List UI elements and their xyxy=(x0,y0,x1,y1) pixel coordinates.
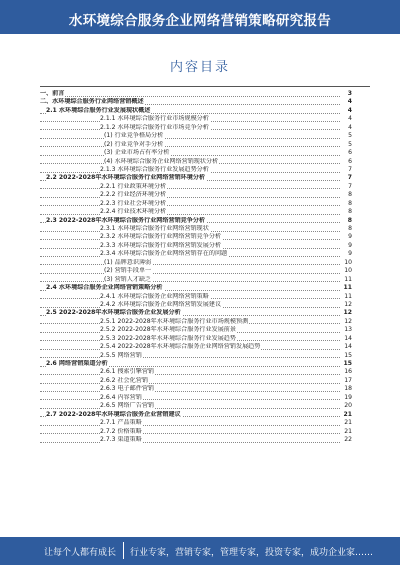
toc-leader-dots xyxy=(40,96,340,97)
footer-divider xyxy=(123,542,124,559)
toc-entry-title: 2.3 2022-2028年水环境综合服务行业网络营销竞争分析 xyxy=(46,216,206,224)
footer-experts-line: 行业专家，营销专家，管理专家，投资专家，成功企业家…… xyxy=(130,548,374,558)
toc-leader-dots xyxy=(40,264,340,265)
toc-entry-title: 2.6.2 社会化营销 xyxy=(100,376,148,384)
toc-leader-dots xyxy=(40,188,340,189)
toc-entry-page: 12 xyxy=(343,309,352,317)
toc-leader-dots xyxy=(40,425,340,426)
toc-entry[interactable] xyxy=(40,428,352,436)
toc-leader-dots xyxy=(40,433,340,434)
table-of-contents xyxy=(40,90,352,444)
toc-entry-page: 18 xyxy=(342,385,352,393)
toc-entry[interactable] xyxy=(40,318,352,326)
toc-entry-title: 2.4.1 水环境综合服务企业网络营销策略 xyxy=(100,292,209,300)
toc-entry-title: 2.6.1 搜索引擎营销 xyxy=(100,368,155,376)
toc-entry-page: 15 xyxy=(342,352,352,360)
toc-entry[interactable] xyxy=(40,377,352,385)
toc-entry[interactable] xyxy=(40,436,352,444)
toc-entry-page: 5 xyxy=(342,141,352,149)
toc-entry[interactable] xyxy=(40,259,352,267)
toc-entry[interactable] xyxy=(40,360,352,368)
toc-entry[interactable] xyxy=(40,217,352,225)
toc-entry[interactable] xyxy=(40,233,352,241)
toc-entry-page: 10 xyxy=(342,259,352,267)
toc-entry-page: 7 xyxy=(342,166,352,174)
toc-entry-title: 2.1.1 水环境综合服务行业市场规模分析 xyxy=(100,115,209,123)
toc-entry-title: (3) 营销人才缺乏 xyxy=(104,275,152,283)
toc-entry-page: 5 xyxy=(342,132,352,140)
toc-entry-title: 2.7 2022-2028年水环境综合服务企业营销建议 xyxy=(46,410,181,418)
toc-leader-dots xyxy=(40,408,340,409)
toc-entry-title: (4) 水环境综合服务企业网络营销现状分析 xyxy=(104,157,219,165)
toc-entry-title: 2.6.4 内容营销 xyxy=(100,393,142,401)
toc-entry-title: 2.2.3 行业社会环境分析 xyxy=(100,199,167,207)
toc-entry-title: 2.7.3 渠道策略 xyxy=(100,435,142,443)
toc-entry-title: 2.5.5 网络营销 xyxy=(100,351,142,359)
toc-entry-page: 6 xyxy=(342,158,352,166)
toc-entry-title: 2.2.4 行业技术环境分析 xyxy=(100,208,167,216)
toc-entry-title: (2) 营销手段单一 xyxy=(104,267,152,275)
toc-leader-dots xyxy=(40,155,340,156)
toc-divider xyxy=(40,86,370,87)
toc-entry[interactable] xyxy=(40,267,352,275)
toc-entry-page: 8 xyxy=(342,208,352,216)
toc-entry-page: 11 xyxy=(342,276,352,284)
toc-entry-page: 8 xyxy=(342,191,352,199)
toc-entry[interactable] xyxy=(40,107,352,115)
toc-entry[interactable] xyxy=(40,225,352,233)
toc-entry-page: 9 xyxy=(342,242,352,250)
toc-entry-page: 8 xyxy=(342,217,352,225)
toc-entry-title: 2.1.3 水环境综合服务行业发展趋势分析 xyxy=(100,165,209,173)
toc-entry-page: 13 xyxy=(342,326,352,334)
toc-entry-title: 2.6.3 电子邮件营销 xyxy=(100,385,155,393)
footer-slogan: 让每个人都有成长 xyxy=(44,548,117,558)
toc-entry-title: 2.6 网络营销渠道分析 xyxy=(46,360,108,367)
toc-entry[interactable] xyxy=(40,141,352,149)
toc-entry-title: (2) 行业竞争对手分析 xyxy=(104,140,164,148)
toc-entry[interactable] xyxy=(40,309,352,317)
toc-entry-title: 2.5.2 2022-2028年水环境综合服务行业发展前景 xyxy=(100,326,236,334)
toc-entry[interactable] xyxy=(40,158,352,166)
toc-leader-dots xyxy=(40,374,340,375)
toc-entry[interactable] xyxy=(40,352,352,360)
toc-entry-page: 15 xyxy=(343,360,352,367)
toc-entry[interactable] xyxy=(40,385,352,393)
toc-entry-page: 6 xyxy=(342,149,352,157)
toc-entry[interactable] xyxy=(40,183,352,191)
toc-entry-page: 11 xyxy=(343,284,352,292)
toc-entry-title: 2.6.5 网络广告营销 xyxy=(100,402,155,410)
toc-leader-dots xyxy=(40,146,340,147)
toc-entry-page: 21 xyxy=(342,428,352,436)
toc-entry-page: 8 xyxy=(342,200,352,208)
toc-entry-title: 二、水环境综合服务行业网络营销概述 xyxy=(40,98,144,106)
toc-entry-page: 12 xyxy=(342,301,352,309)
toc-entry[interactable] xyxy=(40,200,352,208)
toc-entry[interactable] xyxy=(40,293,352,301)
toc-entry-title: 2.2.2 行业经济环境分析 xyxy=(100,191,167,199)
toc-entry[interactable] xyxy=(40,98,352,106)
toc-entry[interactable] xyxy=(40,301,352,309)
toc-entry[interactable] xyxy=(40,250,352,258)
toc-leader-dots xyxy=(40,197,340,198)
toc-entry-title: 2.3.1 水环境综合服务行业网络营销现状 xyxy=(100,225,209,232)
toc-entry-title: 2.1 水环境综合服务行业发展现状概述 xyxy=(46,106,151,114)
toc-entry-title: 2.7.2 价格策略 xyxy=(100,427,142,435)
toc-entry-title: 2.2.1 行业政策环境分析 xyxy=(100,182,167,190)
toc-entry-page: 11 xyxy=(342,293,352,301)
toc-entry[interactable] xyxy=(40,149,352,157)
toc-entry-title: 2.5.1 2022-2028年水环境综合服务行业市场规模预测 xyxy=(100,317,249,325)
toc-entry-title: 2.5.3 2022-2028年水环境综合服务行业发展趋势 xyxy=(100,334,236,342)
toc-entry-title: 一、前言 xyxy=(40,90,65,97)
footer-bar xyxy=(0,537,400,565)
toc-entry-page: 8 xyxy=(342,225,352,233)
toc-heading: 内容目录 xyxy=(169,60,230,75)
toc-entry-page: 4 xyxy=(342,98,352,106)
toc-entry-page: 14 xyxy=(342,343,352,351)
toc-entry-page: 4 xyxy=(342,115,352,123)
toc-entry-page: 10 xyxy=(342,267,352,275)
toc-entry[interactable] xyxy=(40,335,352,343)
toc-entry[interactable] xyxy=(40,132,352,140)
toc-entry-title: (3) 企业市场占有率分析 xyxy=(104,149,170,157)
toc-entry-title: 2.3.2 水环境综合服务行业网络营销竞争分析 xyxy=(100,233,222,241)
toc-entry-title: 2.2 2022-2028年水环境综合服务行业网络营销环境分析 xyxy=(46,174,206,182)
toc-entry[interactable] xyxy=(40,124,352,132)
toc-entry-title: 2.3.4 水环境综合服务企业网络营销存在的问题 xyxy=(100,250,228,258)
toc-entry-page: 9 xyxy=(342,233,352,241)
toc-entry[interactable] xyxy=(40,276,352,284)
toc-leader-dots xyxy=(40,214,340,215)
toc-leader-dots xyxy=(40,383,340,384)
toc-leader-dots xyxy=(40,281,340,282)
toc-entry[interactable] xyxy=(40,394,352,402)
toc-entry[interactable] xyxy=(40,166,352,174)
toc-entry[interactable] xyxy=(40,411,352,419)
toc-entry-page: 21 xyxy=(342,419,352,427)
toc-entry-page: 21 xyxy=(343,410,352,418)
toc-entry[interactable] xyxy=(40,419,352,427)
toc-entry[interactable] xyxy=(40,368,352,376)
toc-entry[interactable] xyxy=(40,284,352,292)
toc-entry-page: 7 xyxy=(342,174,352,182)
report-header-bar xyxy=(0,0,400,34)
report-title: 水环境综合服务企业网络营销策略研究报告 xyxy=(68,13,332,29)
toc-entry[interactable] xyxy=(40,115,352,123)
toc-entry-title: 2.5.4 2022-2028年水环境综合服务企业网络营销发展趋势 xyxy=(100,343,261,351)
toc-entry[interactable] xyxy=(40,174,352,182)
toc-entry-page: 17 xyxy=(342,377,352,385)
toc-entry-title: 2.4.2 水环境综合服务企业网络营销发展建议 xyxy=(100,300,222,308)
toc-entry-page: 4 xyxy=(342,124,352,132)
toc-entry[interactable] xyxy=(40,402,352,410)
toc-entry-title: 2.7.1 产品策略 xyxy=(100,419,142,427)
toc-entry-page: 9 xyxy=(342,250,352,258)
toc-leader-dots xyxy=(40,399,340,400)
toc-entry-page: 22 xyxy=(342,436,352,444)
toc-entry-title: 2.4 水环境综合服务企业网络营销策略分析 xyxy=(46,284,163,292)
toc-entry[interactable] xyxy=(40,326,352,334)
toc-entry[interactable] xyxy=(40,208,352,216)
toc-entry-title: (1) 品牌意识薄弱 xyxy=(104,258,152,266)
toc-leader-dots xyxy=(40,442,340,443)
toc-leader-dots xyxy=(40,357,340,358)
toc-entry-page: 7 xyxy=(342,183,352,191)
toc-entry-page: 20 xyxy=(342,402,352,410)
toc-entry-page: 12 xyxy=(342,318,352,326)
toc-entry-title: (1) 行业竞争格局分析 xyxy=(104,132,164,140)
toc-entry-title: 2.5 2022-2028年水环境综合服务企业发展分析 xyxy=(46,309,181,317)
toc-entry-page: 16 xyxy=(342,368,352,376)
toc-entry-page: 4 xyxy=(342,107,352,115)
toc-entry-page: 14 xyxy=(342,335,352,343)
toc-entry-title: 2.1.2 水环境综合服务行业市场竞争分析 xyxy=(100,123,209,131)
toc-leader-dots xyxy=(40,273,340,274)
toc-entry-page: 3 xyxy=(342,90,352,98)
toc-leader-dots xyxy=(40,205,340,206)
toc-entry[interactable] xyxy=(40,191,352,199)
toc-entry[interactable] xyxy=(40,343,352,351)
toc-entry-title: 2.3.3 水环境综合服务行业网络营销发展分析 xyxy=(100,241,222,249)
toc-leader-dots xyxy=(40,391,340,392)
toc-entry[interactable] xyxy=(40,242,352,250)
toc-entry-page: 19 xyxy=(342,394,352,402)
toc-leader-dots xyxy=(40,138,340,139)
toc-entry[interactable] xyxy=(40,90,352,98)
